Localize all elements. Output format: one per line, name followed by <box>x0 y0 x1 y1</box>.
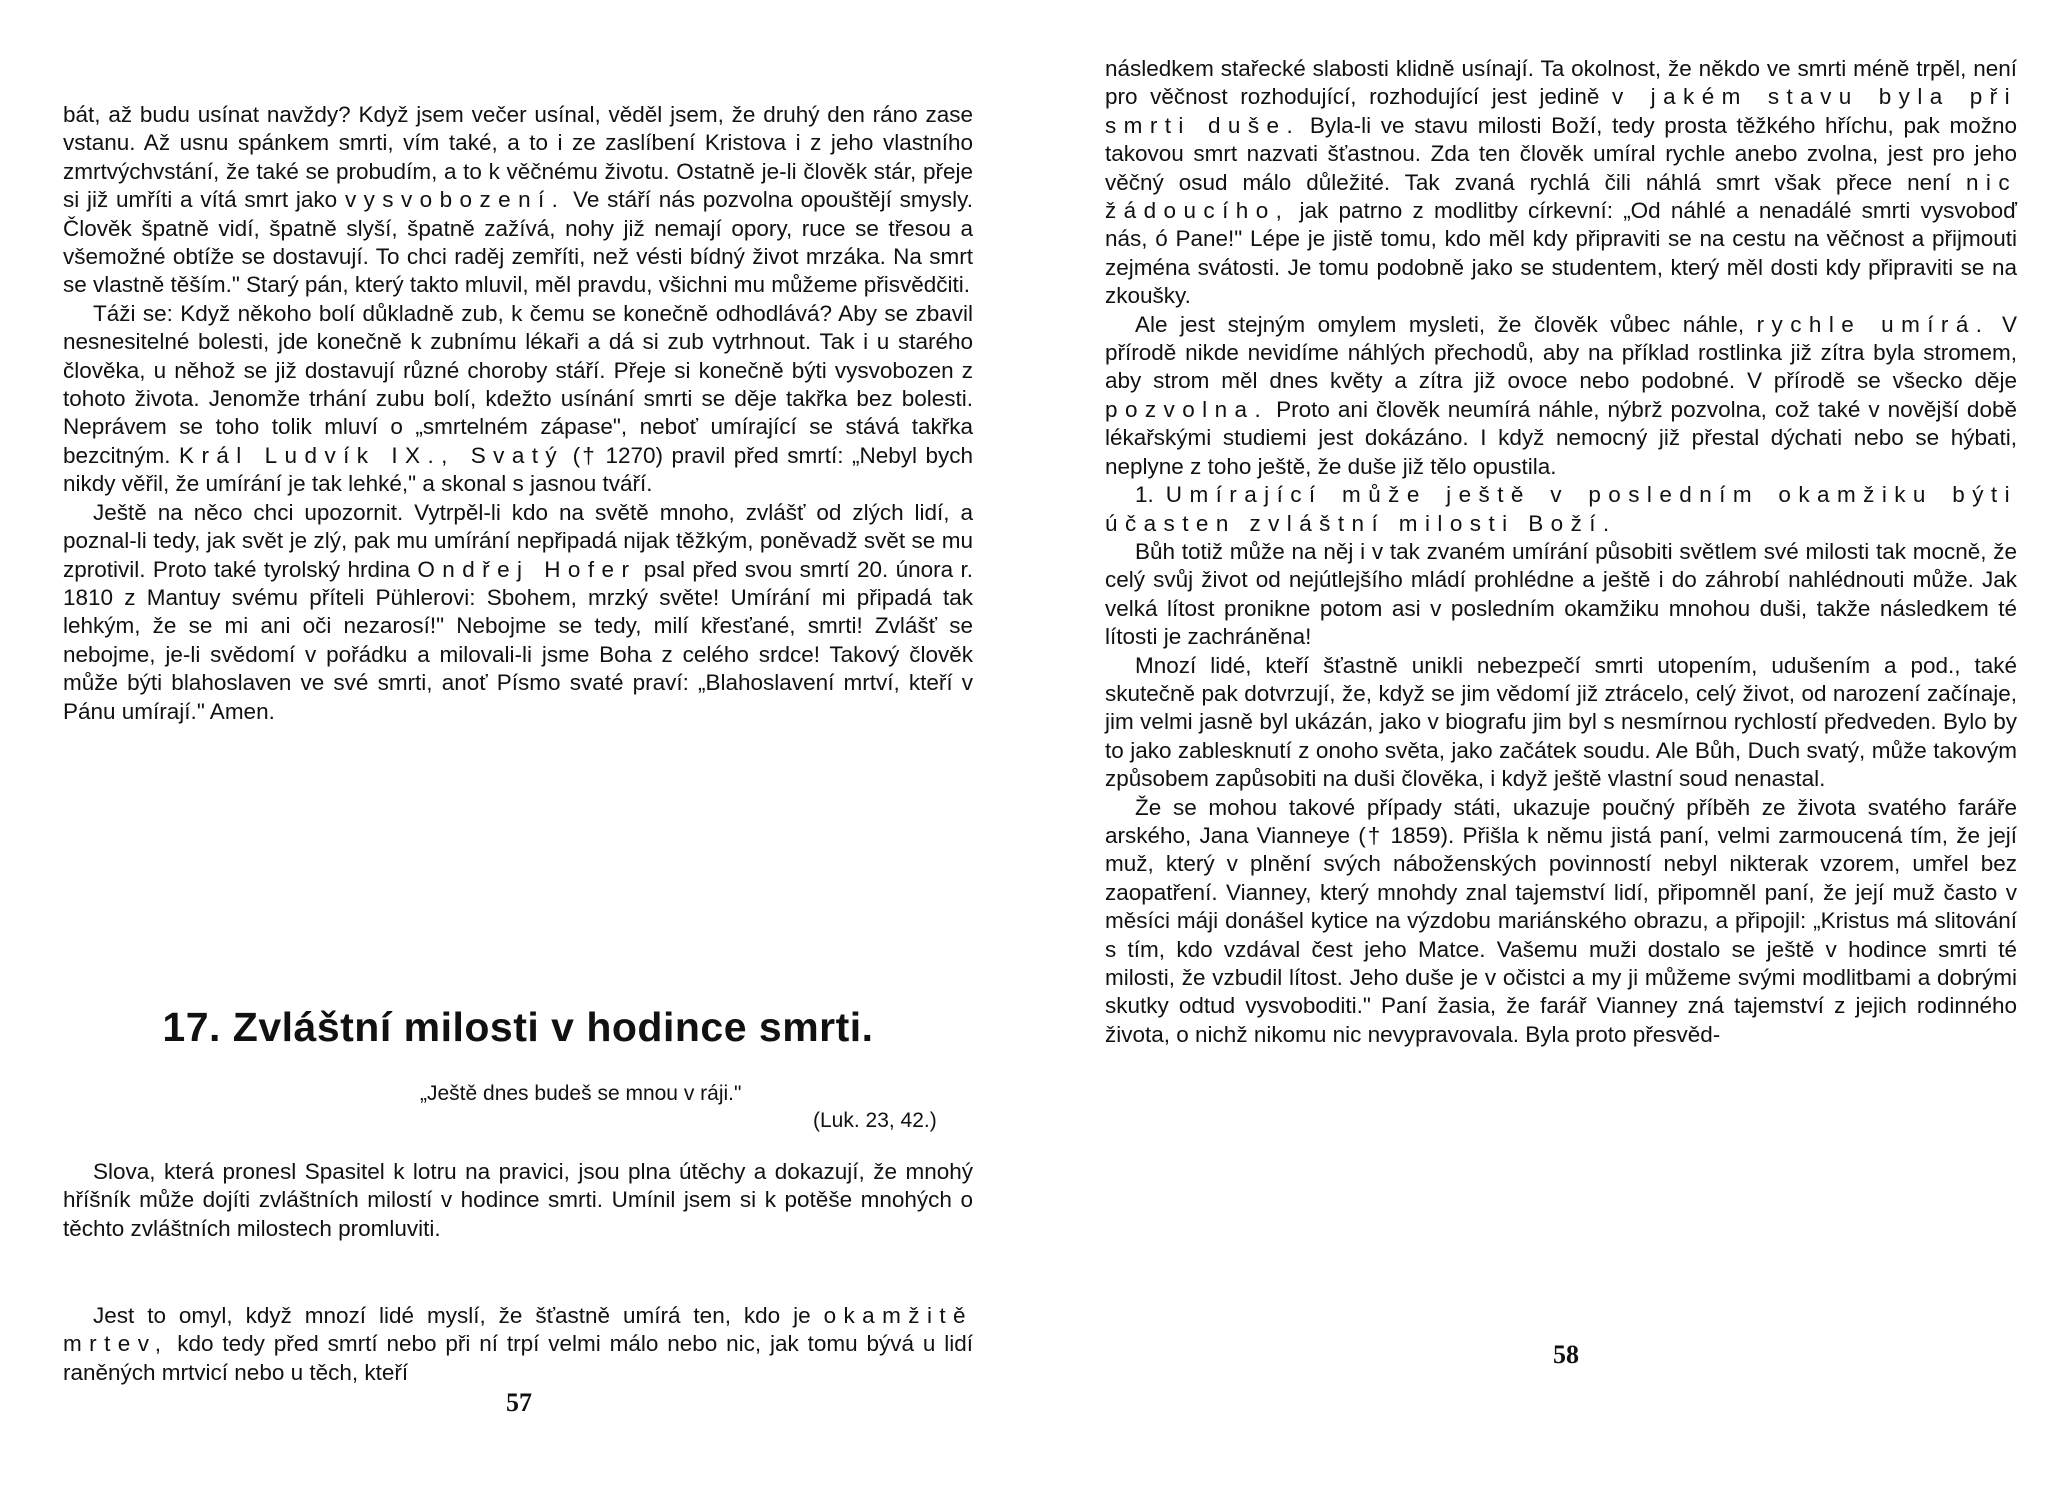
text-run: Proto ani člověk neumírá náhle, nýbrž pozvolna, což také v novější době lékařskými studiemi jest dokázáno. I když nemocný již přestal dýchati nebo se hýbati, neplyne z toho ještě, že duše již tělo opustila. <box>1105 396 2017 479</box>
right-page <box>1025 0 2050 1500</box>
text-run: Že se mohou takové případy státi, ukazuje poučný příběh ze života svatého faráře arského, Jana Vianneye († 1859). Přišla k němu jistá paní, velmi zarmoucená tím, že její muž, který v plnění svých náboženských povinností nebyl nikterak vzorem, umřel bez zaopatření. Vianney, který mnohdy znal tajemství lidí, připomněl paní, že její muž často v měsíci máji donášel kytice na výzdobu mariánského obrazu, a připojil: „Kristus má slitování s tím, kdo vzdával čest jeho Matce. Vašemu muži dostalo se ještě v hodince smrti té milosti, že vzbudil lítost. Jeho duše je v očistci a my ji můžeme svými modlitbami a dobrými skutky odtud vysvoboditi." Paní žasia, že farář Vianney zná tajemství z jejich rodinného života, o nichž nikomu nic nevypravovala. Byla proto přesvěd- <box>1105 794 2017 1047</box>
paragraph <box>1105 311 2017 481</box>
text-run: Jest to omyl, když mnozí lidé myslí, že šťastně umírá ten, kdo je <box>93 1303 824 1328</box>
spaced-emphasis: Král Ludvík IX., Svatý <box>179 442 565 468</box>
spaced-emphasis: rychle umírá. <box>1756 311 1990 337</box>
paragraph <box>63 1158 973 1243</box>
page-number-right: 58 <box>1553 1340 1579 1369</box>
paragraph <box>63 101 973 300</box>
spaced-emphasis: pozvolna. <box>1105 396 1269 422</box>
chapter-heading: 17. Zvláštní milosti v hodince smrti. <box>162 1004 874 1050</box>
text-run: jak patrno z modlitby církevní: „Od náhlé a nenadálé smrti vysvoboď nás, ó Pane!" Lépe je jistě tomu, kdo měl kdy připraviti se na cestu na věčnost a přijmouti zejména svátosti. Je tomu podobně jako se studentem, který měl dosti kdy připraviti se na zkoušky. <box>1105 198 2017 309</box>
right-text <box>1105 55 2017 1049</box>
paragraph <box>63 499 973 726</box>
text-run: 1. <box>1135 482 1166 508</box>
page-number-left: 57 <box>506 1388 532 1417</box>
text-run: Táži se: Když někoho bolí důkladně zub, k čemu se konečně odhodlává? Aby se zbavil nesnesitelné bolesti, jde konečně k zubnímu lékaři a dá si zub vytrhnout. Tak i u starého člověka, u něhož se již dostavují různé choroby stáří. Přeje si konečně býti vysvobozen z tohoto života. Jenomže trhání zubu bolí, kdežto usínání smrti se děje takřka bez bolesti. Neprávem se toho tolik mluví o „smrtelném zápase", neboť umírající se stává takřka bezcitným. <box>63 300 973 468</box>
text-run: následkem stařecké slabosti klidně usínají. Ta okolnost, že někdo ve smrti méně trpěl, není pro věčnost rozhodující, rozhodující jest jedině <box>1105 56 2017 110</box>
left-text-bottom <box>63 1302 973 1387</box>
spaced-emphasis: Umírající může ještě v posledním okamžiku býti účasten zvláštní milosti Boží. <box>1105 482 2017 536</box>
text-run: Byla-li ve stavu milosti Boží, tedy prosta těžkého hříchu, pak možno takovou smrt nazvati šťastnou. Zda ten člověk umíral rychle anebo zvolna, jest pro jeho věčný osud málo důležité. Tak zvaná rychlá čili náhlá smrt však přece není <box>1105 112 2017 195</box>
text-run: Slova, která pronesl Spasitel k lotru na pravici, jsou plna útěchy a dokazují, že mnohý hříšník může dojíti zvláštních milostí v hodince smrti. Umínil jsem si k potěše mnohých o těchto zvláštních milostech promluviti. <box>63 1159 973 1241</box>
text-run: Ve stáří nás pozvolna opouštějí smysly. Člověk špatně vidí, špatně slyší, špatně zažívá, nohy již nemají opory, ruce se třesou a všemožné obtíže se dostavují. To chci raděj zemříti, než vésti bídný život mrzáka. Na smrt se vlastně těším." Starý pán, který takto mluvil, měl pravdu, všichni mu můžeme přisvědčiti. <box>63 187 974 298</box>
text-run: psal před svou smrtí 20. února r. 1810 z Mantuy svému příteli Pühlerovi: Sbohem, mrzký světe! Umírání mi připadá tak lehkým, že se mi ani oči nezarosí!" Nebojme se tedy, milí křesťané, smrti! Zvlášť se nebojme, je-li svědomí v pořádku a milovali-li jsme Boha z celého srdce! Takový člověk může býti blahoslaven ve své smrti, anoť Písmo svaté praví: „Blahoslavení mrtví, kteří v Pánu umírají." Amen. <box>63 556 973 724</box>
text-run: († 1270) pravil před smrtí: „Nebyl bych nikdy věřil, že umírání je tak lehké," a skonal s jasnou tváří. <box>63 442 973 497</box>
text-run: V přírodě nikde nevidíme náhlých přechodů, aby na příklad rostlinka již zítra byla stromem, aby strom měl dnes květy a zítra již ovoce nebo podobné. V přírodě se všecko děje <box>1105 311 2017 394</box>
text-run: Ještě na něco chci upozornit. Vytrpěl-li kdo na světě mnoho, zvlášť od zlých lidí, a poznal-li tedy, jak svět je zlý, pak mu umírání nepřipadá nijak těžkým, poněvadž svět se mu zprotivil. Proto také tyrolský hrdina <box>63 499 973 582</box>
text-run: kdo tedy před smrtí nebo při ní trpí velmi málo nebo nic, jak tomu bývá u lidí raněných mrtvicí nebo u těch, kteří <box>63 1331 973 1385</box>
text-run: bát, až budu usínat navždy? Když jsem večer usínal, věděl jsem, že druhý den ráno zase vstanu. Až usnu spánkem smrti, vím také, a to i ze zaslíbení Kristova i z jeho vlastního zmrtvýchvstání, že také se probudím, a to k věčnému životu. Ostatně je-li člověk stár, přeje si již umříti a vítá smrt jako <box>63 102 973 213</box>
text-run: Mnozí lidé, kteří šťastně unikli nebezpečí smrti utopením, udušením a pod., také skutečně pak dotvrzují, že, když se jim vědomí již ztrácelo, celý život, od narození začínaje, jim velmi jasně byl ukázán, jako v biografu jim byl s nesmírnou rychlostí předveden. Bylo by to jako zablesknutí z onoho světa, jako začátek soudu. Ale Bůh, Duch svatý, může takovým způsobem zapůsobiti na duši člověka, i když ještě vlastní soud nenastal. <box>1105 652 2017 792</box>
paragraph <box>1105 538 2017 652</box>
spaced-emphasis: nic žádoucího, <box>1105 169 2017 224</box>
chapter-motto: „Ještě dnes budeš se mnou v ráji." <box>420 1082 742 1105</box>
paragraph <box>1105 481 2017 538</box>
paragraph <box>1105 652 2017 794</box>
text-run: Bůh totiž může na něj i v tak zvaném umírání působiti světlem své milosti tak mocně, že celý svůj život od nejútlejšího mládí prohlédne a ještě i do záhrobí nahlédnouti může. Jak velká lítost pronikne potom asi v posledním okamžiku mnohou duši, takže následkem té lítosti je zachráněna! <box>1105 538 2017 650</box>
paragraph <box>1105 55 2017 311</box>
left-text-top <box>63 101 973 726</box>
paragraph <box>63 300 973 499</box>
spaced-emphasis: v jakém stavu byla při smrti duše. <box>1105 84 2018 138</box>
motto-source: (Luk. 23, 42.) <box>813 1109 937 1132</box>
paragraph <box>1105 794 2017 1050</box>
spaced-emphasis: Ondřej Hofer <box>417 556 637 582</box>
text-run: Ale jest stejným omylem mysleti, že člověk vůbec náhle, <box>1135 311 1757 337</box>
paragraph <box>63 1302 973 1387</box>
left-text-mid <box>63 1158 973 1243</box>
spaced-emphasis: okamžitě mrtev, <box>63 1303 973 1357</box>
spaced-emphasis: vysvobození. <box>344 187 566 213</box>
